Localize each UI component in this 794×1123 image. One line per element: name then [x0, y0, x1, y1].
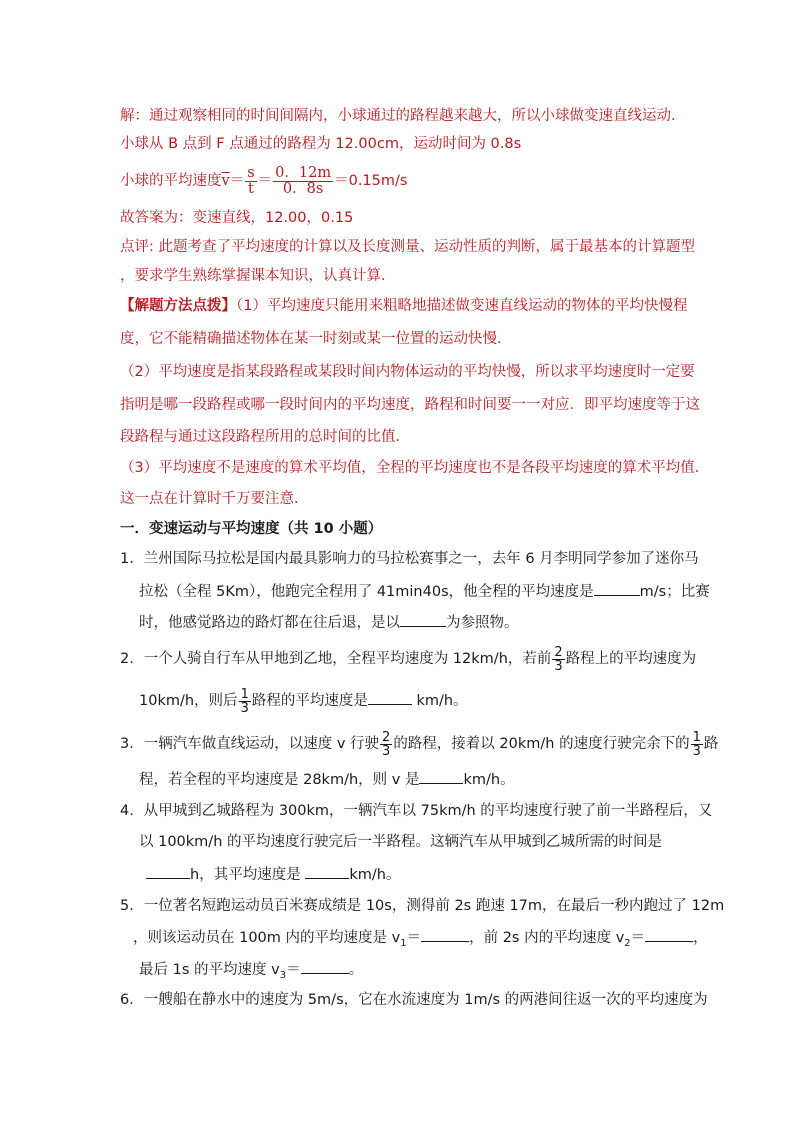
q5-text-b5: ， [693, 930, 708, 946]
q3-text-a3: 路 [703, 736, 719, 752]
tips-line-5: 段路程与通过这段路程所用的总时间的比值． [120, 429, 410, 445]
q2-text-b3: km/h。 [411, 693, 468, 709]
q2-text-a1: 2．一个人骑自行车从甲地到乙地，全程平均速度为 12km/h，若前 [120, 651, 552, 667]
q5-text-c2: ＝ [286, 962, 301, 978]
q5-text-c1: 最后 1s 的平均速度 v [139, 962, 280, 978]
section-heading: 一．变速运动与平均速度（共 10 小题） [120, 521, 383, 537]
q5-text-b2: ＝ [406, 930, 422, 946]
q5-text-c3: 。 [348, 962, 364, 978]
frac-s: s [247, 164, 255, 181]
q4-text-c1: h，其平均速度是 [190, 867, 306, 883]
q5-sub-1: 1 [400, 937, 407, 949]
frac-den: 0．8s [282, 180, 324, 197]
q3-text-b1: 程，若全程的平均速度是 28km/h，则 v 是 [139, 772, 420, 788]
q2-fraction-1-3 [239, 688, 251, 715]
q3-f1-den: 3 [382, 743, 391, 759]
q2-text-b1: 10km/h，则后 [139, 693, 238, 709]
q3-text-a1: 3．一辆汽车做直线运动，以速度 v 行驶 [120, 736, 380, 752]
q5-text-b3: ，前 2s 内的平均速度 v [469, 930, 625, 946]
q4-line-3 [146, 864, 400, 885]
q3-text-a2: 的路程，接着以 20km/h 的速度行驶完余下的 [393, 736, 690, 752]
q3-line-2 [139, 769, 515, 790]
q6-line-1: 6．一艘船在静水中的速度为 5m/s，它在水流速度为 1m/s 的两港间往返一次的平均速度为 [120, 992, 708, 1008]
q3-line-1 [120, 727, 718, 761]
solution-formula [120, 164, 407, 198]
q3-fraction-1-3 [691, 731, 703, 758]
q2-text-b2: 路程的平均速度是 [251, 693, 368, 709]
q1-text-c2: 为参照物。 [446, 615, 519, 631]
q3-text-b2: km/h。 [463, 772, 515, 788]
q2-text-a2: 路程上的平均速度为 [565, 651, 697, 667]
formula-eq2: ＝ [257, 173, 273, 189]
q2-fraction-2-3 [552, 646, 564, 673]
tips-line-1 [120, 296, 687, 316]
q2-f2-num: 1 [240, 686, 249, 702]
formula-prefix: 小球的平均速度 [120, 173, 222, 189]
q1-text-b2: m/s；比赛 [639, 584, 710, 600]
solution-line-1: 解：通过观察相同的时间间隔内，小球通过的路程越来越大，所以小球做变速直线运动． [120, 108, 686, 124]
q5-line-2 [133, 927, 708, 954]
q2-blank[interactable] [368, 690, 412, 705]
q5-line-3 [139, 959, 363, 986]
q2-f1-num: 2 [554, 644, 563, 660]
q2-line-2 [139, 684, 468, 718]
solution-line-2: 小球从 B 点到 F 点通过的路程为 12.00cm，运动时间为 0.8s [120, 136, 522, 152]
formula-eq1: ＝ [229, 173, 245, 189]
tips-label: 【解题方法点拨】 [120, 298, 236, 314]
answer-line: 故答案为：变速直线，12.00，0.15 [120, 210, 354, 226]
q4-blank-1[interactable] [146, 864, 190, 879]
tips-line-7: 这一点在计算时千万要注意． [120, 491, 309, 507]
comment-line-2: ，要求学生熟练掌握课本知识，认真计算． [120, 268, 396, 284]
q4-line-1: 4．从甲城到乙城路程为 300km，一辆汽车以 75km/h 的平均速度行驶了前一半路程后，又 [120, 803, 713, 819]
q5-blank-3[interactable] [301, 959, 349, 974]
q5-blank-1[interactable] [421, 927, 469, 942]
tips-line-3: （2）平均速度是指某段路程或某段时间内物体运动的平均快慢，所以求平均速度时一定要 [120, 364, 695, 380]
fraction-values [273, 166, 333, 197]
q4-line-2: 以 100km/h 的平均速度行驶完后一半路程。这辆汽车从甲城到乙城所需的时间是 [139, 834, 662, 850]
q1-line-1: 1．兰州国际马拉松是国内最具影响力的马拉松赛事之一，去年 6 月李明同学参加了迷你马 [120, 551, 699, 567]
q4-text-c2: km/h。 [349, 867, 401, 883]
q2-f1-den: 3 [554, 658, 563, 674]
q5-line-1: 5．一位著名短跑运动员百米赛成绩是 10s，测得前 2s 跑速 17m，在最后一秒内跑过了 12m [120, 898, 725, 914]
q5-sub-3: 3 [279, 969, 287, 981]
tips-line-2: 度，它不能精确描述物体在某一时刻或某一位置的运动快慢． [120, 331, 512, 347]
q1-line-3 [139, 612, 519, 633]
q3-fraction-2-3 [380, 731, 392, 758]
q5-text-b1: ，则该运动员在 100m 内的平均速度是 v [133, 930, 401, 946]
formula-v: $\overline{v}$ [221, 173, 230, 189]
formula-result: ＝0.15m/s [334, 173, 408, 189]
q3-f2-num: 1 [692, 729, 701, 745]
q3-blank[interactable] [419, 769, 463, 784]
q1-blank-2[interactable] [400, 612, 446, 627]
tips-p1a: （1）平均速度只能用来粗略地描述做变速直线运动的物体的平均快慢程 [236, 298, 688, 314]
q5-blank-2[interactable] [645, 927, 693, 942]
q3-f2-den: 3 [692, 743, 701, 759]
q4-blank-2[interactable] [305, 864, 349, 879]
q3-f1-num: 2 [382, 729, 391, 745]
frac-t: t [248, 180, 254, 197]
q5-text-b4: ＝ [630, 930, 646, 946]
fraction-s-over-t [245, 166, 256, 197]
q1-blank-1[interactable] [594, 581, 640, 596]
frac-num: 0．12m [275, 164, 332, 181]
q1-text-c1: 时，他感觉路边的路灯都在往后退，是以 [139, 615, 400, 631]
q1-line-2 [139, 581, 710, 602]
tips-line-4: 指明是哪一段路程或哪一段时间内的平均速度，路程和时间要一一对应．即平均速度等于这 [120, 397, 700, 413]
tips-line-6: （3）平均速度不是速度的算术平均值，全程的平均速度也不是各段平均速度的算术平均值． [120, 460, 710, 476]
q5-sub-2: 2 [624, 937, 631, 949]
q2-line-1 [120, 642, 696, 676]
q1-text-b1: 拉松（全程 5Km），他跑完全程用了 41min40s，他全程的平均速度是 [139, 584, 594, 600]
comment-line-1: 点评: 此题考查了平均速度的计算以及长度测量、运动性质的判断，属于最基本的计算题型 [120, 239, 695, 255]
q2-f2-den: 3 [240, 700, 249, 716]
